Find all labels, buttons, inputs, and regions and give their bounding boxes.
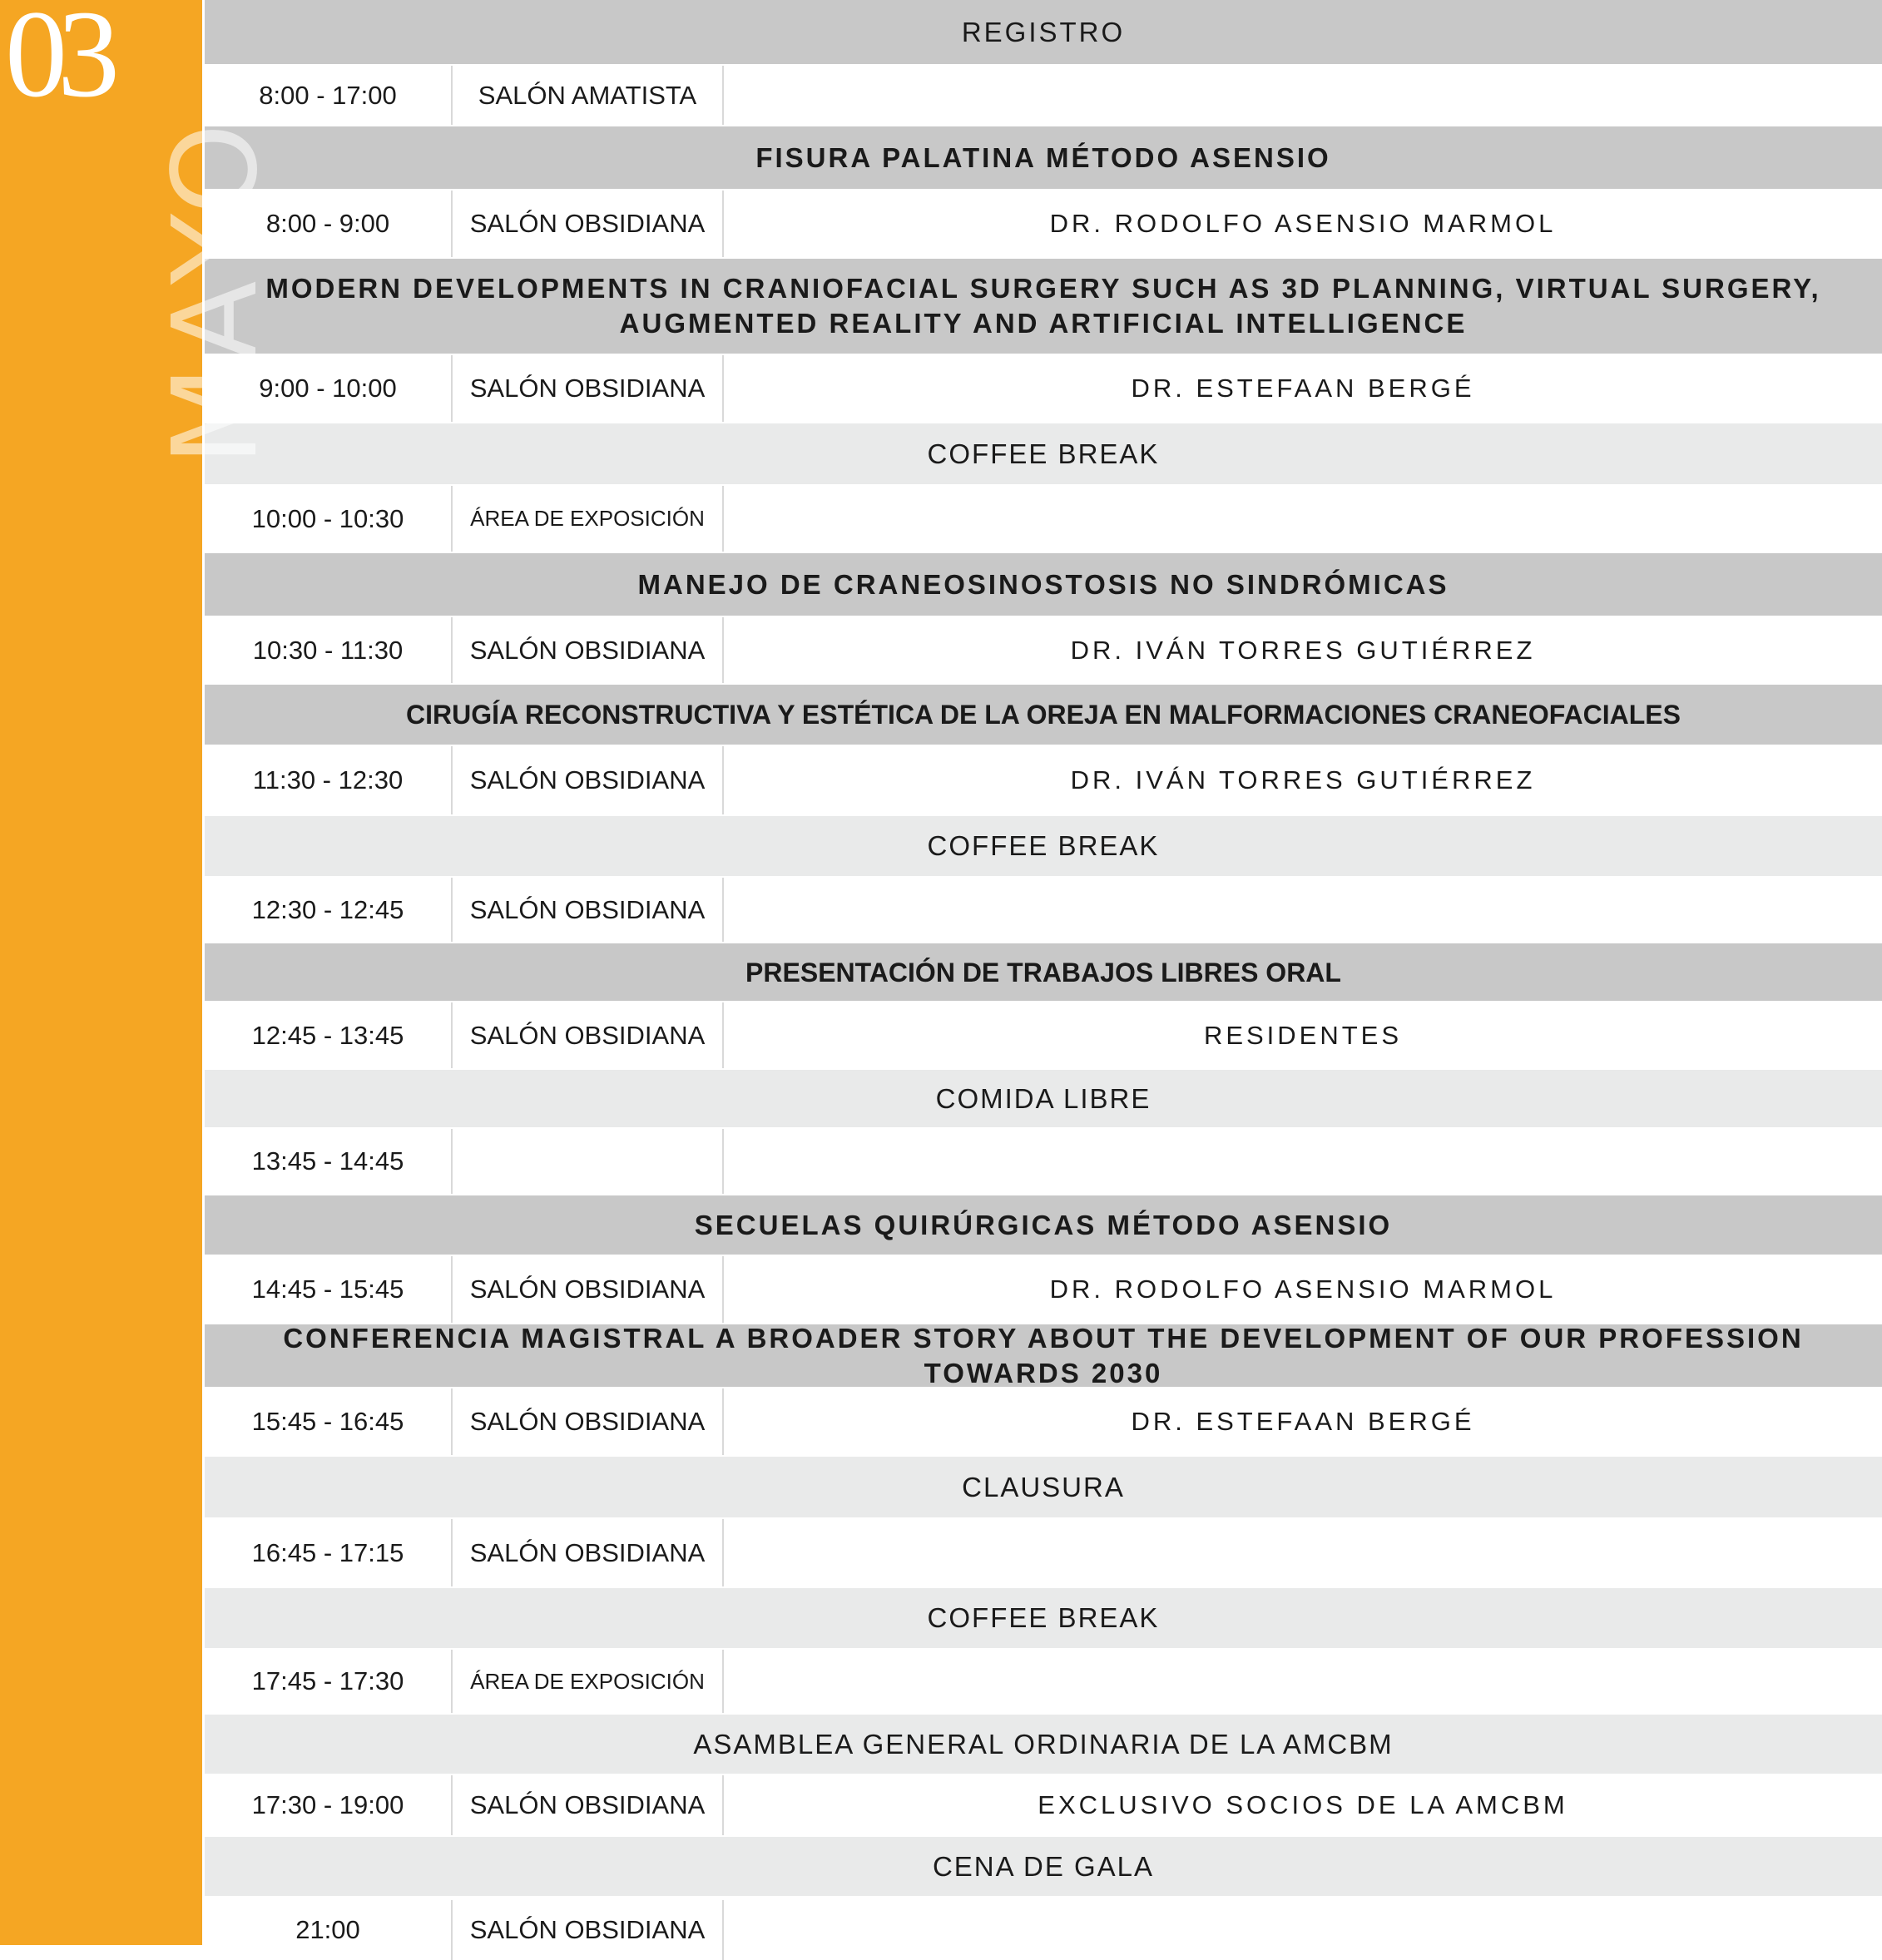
room-cell: ÁREA DE EXPOSICIÓN [453,1650,724,1713]
session-title: FISURA PALATINA MÉTODO ASENSIO [205,126,1882,189]
room-cell: SALÓN AMATISTA [453,66,724,125]
speaker-cell [724,486,1882,552]
speaker-cell [724,1129,1882,1194]
time-cell: 15:45 - 16:45 [205,1388,453,1455]
speaker-cell: DR. IVÁN TORRES GUTIÉRREZ [1070,765,1536,794]
time-cell: 14:45 - 15:45 [205,1256,453,1323]
time-cell: 21:00 [205,1900,453,1960]
time-cell: 10:00 - 10:30 [205,486,453,552]
schedule-row [205,1650,1882,1713]
break-row: CENA DE GALA [205,1837,1882,1896]
room-cell: SALÓN OBSIDIANA [453,1256,724,1323]
session-title: CIRUGÍA RECONSTRUCTIVA Y ESTÉTICA DE LA OREJA EN MALFORMACIONES CRANEOFACIALES [205,685,1882,745]
time-cell: 13:45 - 14:45 [205,1129,453,1194]
schedule-row [205,66,1882,125]
schedule-row [205,1129,1882,1194]
speaker-cell: DR. RODOLFO ASENSIO MARMOL [1049,1274,1557,1304]
time-cell: 12:45 - 13:45 [205,1002,453,1068]
room-cell: SALÓN OBSIDIANA [453,617,724,683]
speaker-cell [724,1650,1882,1713]
speaker-cell: DR. RODOLFO ASENSIO MARMOL [1049,209,1557,238]
schedule-row [205,1775,1882,1835]
session-title: CONFERENCIA MAGISTRAL A BROADER STORY ABOUT THE DEVELOPMENT OF OUR PROFESSION TOWARDS 2030 [205,1324,1882,1387]
room-cell: SALÓN OBSIDIANA [453,1388,724,1455]
session-title: MANEJO DE CRANEOSINOSTOSIS NO SINDRÓMICAS [205,553,1882,616]
time-cell: 10:30 - 11:30 [205,617,453,683]
speaker-cell: DR. ESTEFAAN BERGÉ [1131,1407,1475,1436]
schedule-row [205,617,1882,683]
room-cell: SALÓN OBSIDIANA [453,355,724,422]
break-row: COFFEE BREAK [205,816,1882,876]
day-number: 03 [5,0,110,123]
room-cell: ÁREA DE EXPOSICIÓN [453,486,724,552]
schedule-row [205,878,1882,942]
speaker-cell: RESIDENTES [1203,1020,1403,1050]
time-cell: 11:30 - 12:30 [205,746,453,814]
speaker-cell [724,1900,1882,1960]
room-cell: SALÓN OBSIDIANA [453,1775,724,1835]
session-title: REGISTRO [205,0,1882,64]
schedule-row [205,1900,1882,1960]
speaker-cell: DR. IVÁN TORRES GUTIÉRREZ [1070,635,1536,665]
speaker-cell [724,66,1882,125]
schedule-row [205,1002,1882,1068]
day-band [0,0,284,1945]
speaker-cell [724,1519,1882,1586]
room-cell: SALÓN OBSIDIANA [453,1519,724,1586]
session-title: MODERN DEVELOPMENTS IN CRANIOFACIAL SURGERY SUCH AS 3D PLANNING, VIRTUAL SURGERY, AUGMENTED REALITY AND ARTIFICIAL INTELLIGENCE [205,259,1882,354]
time-cell: 9:00 - 10:00 [205,355,453,422]
schedule-row [205,1519,1882,1586]
room-cell: SALÓN OBSIDIANA [453,191,724,257]
room-cell: SALÓN OBSIDIANA [453,1900,724,1960]
time-cell: 17:30 - 19:00 [205,1775,453,1835]
time-cell: 8:00 - 17:00 [205,66,453,125]
break-row: ASAMBLEA GENERAL ORDINARIA DE LA AMCBM [205,1715,1882,1774]
room-cell [453,1129,724,1194]
room-cell: SALÓN OBSIDIANA [453,1002,724,1068]
session-title: PRESENTACIÓN DE TRABAJOS LIBRES ORAL [205,943,1882,1001]
break-row: COFFEE BREAK [205,423,1882,484]
time-cell: 12:30 - 12:45 [205,878,453,942]
schedule-row [205,1256,1882,1323]
speaker-cell: EXCLUSIVO SOCIOS DE LA AMCBM [1038,1790,1568,1819]
break-row: CLAUSURA [205,1457,1882,1517]
break-row: COMIDA LIBRE [205,1070,1882,1127]
room-cell: SALÓN OBSIDIANA [453,746,724,814]
time-cell: 16:45 - 17:15 [205,1519,453,1586]
schedule-row [205,191,1882,257]
month-label: MAYO [148,118,284,466]
speaker-cell: DR. ESTEFAAN BERGÉ [1131,374,1475,403]
room-cell: SALÓN OBSIDIANA [453,878,724,942]
time-cell: 17:45 - 17:30 [205,1650,453,1713]
session-title: SECUELAS QUIRÚRGICAS MÉTODO ASENSIO [205,1195,1882,1255]
schedule-row [205,746,1882,814]
break-row: COFFEE BREAK [205,1588,1882,1648]
schedule-row [205,355,1882,422]
schedule-row [205,1388,1882,1455]
speaker-cell [724,878,1882,942]
schedule-row [205,486,1882,552]
time-cell: 8:00 - 9:00 [205,191,453,257]
